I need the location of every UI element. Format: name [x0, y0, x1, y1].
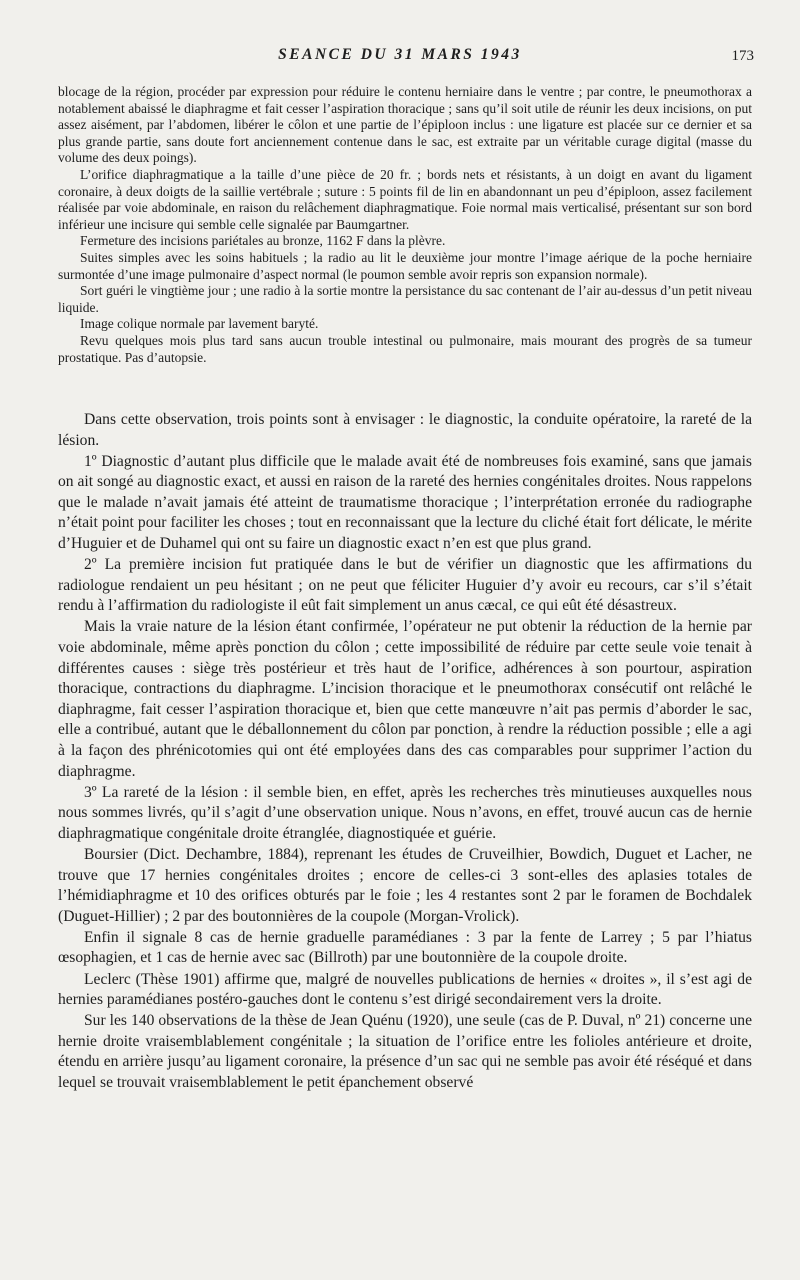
body-paragraph: Sur les 140 observations de la thèse de Jean Quénu (1920), une seule (cas de P. Duval, nº 21) concerne une hernie droite vraisemblablement congénitale ; la situation de l’orifice entre les folioles antérieure et droite, étendu en arrière jusqu’au ligament coronaire, la présence d’un sac qui ne semble pas avoir été réséqué et dans lequel se trouvait vraisemblablement le petit épanchement observé — [58, 1012, 752, 1091]
case-paragraph: blocage de la région, procéder par expression pour réduire le contenu herniaire dans le ventre ; par contre, le pneumothorax a notablement abaissé le diaphragme et fait cesser l’aspiration thoracique ; sans qu’il soit utile de réunir les deux incisions, on put assez aisément, par l’abdomen, libérer le côlon et une partie de l’épiploon inclus : une ligature est placée sur ce dernier et sa plus grande partie, sans doute fort anciennement contenue dans le sac, est extraite par un véritable curage digital (masse du volume des deux poings). — [58, 84, 752, 166]
body-paragraph: Enfin il signale 8 cas de hernie graduelle paramédianes : 3 par la fente de Larrey ; 5 par l’hiatus œsophagien, et 1 cas de hernie avec sac (Billroth) par une boutonnière de la coupole droite. — [58, 928, 752, 967]
body-paragraph: Mais la vraie nature de la lésion étant confirmée, l’opérateur ne put obtenir la réduction de la hernie par voie abdominale, même après ponction du côlon ; cette impossibilité de réduire par cette seule voie tenait à différentes causes : siège très postérieur et très haut de l’orifice, adhérences à son pourtour, aspiration thoracique, contractions du diaphragme. L’incision thoracique et le pneumothorax consécutif ont relâché le diaphragme, fait cesser l’aspiration thoracique et, bien que cette manœuvre n’ait pas permis d’aborder le sac, elle a contribué, autant que le déballonnement du côlon par ponction, à rendre la réduction possible ; elle a agi à la façon des phrénicotomies qui ont été employées dans des cas comparables pour supprimer l’action du diaphragme. — [58, 618, 752, 780]
page-header — [0, 44, 800, 74]
case-paragraph: L’orifice diaphragmatique a la taille d’une pièce de 20 fr. ; bords nets et résistants, à un doigt en avant du ligament coronaire, à deux doigts de la saillie vertébrale ; suture : 5 points fil de lin en abandonnant un peu d’épiploon, assez facilement réalisée par voie abdominale, en raison du relâchement diaphragmatique. Foie normal mais verticalisé, présentant sur son bord inférieur une incisure qui semble celle signalée par Baumgartner. — [58, 166, 752, 232]
case-paragraph: Revu quelques mois plus tard sans aucun trouble intestinal ou pulmonaire, mais mourant des progrès de sa tumeur prostatique. Pas d’autopsie. — [58, 332, 752, 365]
body-paragraph: 1º Diagnostic d’autant plus difficile que le malade avait été de nombreuses fois examiné, sans que jamais on ait songé au diagnostic exact, et aussi en raison de la rareté des hernies congénitales droites. Nous rappelons que le malade n’avait jamais été atteint de traumatisme thoracique ; l’interprétation erronée du radiographe n’était point pour faciliter les choses ; tout en reconnaissant que la lecture du cliché était fort délicate, le mérite d’Huguier et de Duhamel qui ont su faire un diagnostic exact n’en est que plus grand. — [58, 452, 752, 553]
case-paragraph: Fermeture des incisions pariétales au bronze, 1162 F dans la plèvre. — [80, 233, 446, 249]
body-paragraph: Boursier (Dict. Dechambre, 1884), reprenant les études de Cruveilhier, Bowdich, Duguet et Lacher, ne trouve que 17 hernies congénitales droites ; encore de celles-ci 3 sont-elles des aplasies totales de l’hémidiaphragme et 10 des orifices obturés par le foie ; les 4 restantes sont 2 par le foramen de Bochdalek (Duguet-Hillier) ; 2 par des boutonnières de la coupole (Morgan-Vrolick). — [58, 845, 752, 925]
body-paragraph: 2º La première incision fut pratiquée dans le but de vérifier un diagnostic que les affirmations du radiologue rendaient un peu hésitant ; on ne peut que féliciter Huguier d’y avoir eu recours, car s’il s’était rendu à l’affirmation du radiologiste il eût fait simplement un anus cæcal, ce qui eût été désastreux. — [58, 556, 752, 615]
case-paragraph: Image colique normale par lavement baryté. — [80, 316, 319, 332]
body-paragraph: Dans cette observation, trois points sont à envisager : le diagnostic, la conduite opératoire, la rareté de la lésion. — [58, 411, 752, 449]
case-report-section — [58, 84, 752, 366]
case-paragraph: Suites simples avec les soins habituels ; la radio au lit le deuxième jour montre l’image aérique de la poche herniaire surmontée d’une image pulmonaire d’aspect normal (le poumon semble avoir repris son expansion normale). — [58, 249, 752, 282]
body-paragraph: Leclerc (Thèse 1901) affirme que, malgré de nouvelles publications de hernies « droites », il s’est agi de hernies paramédianes postéro-gauches dont le contenu s’est dirigé secondairement vers la droite. — [58, 970, 752, 1009]
page-number: 173 — [731, 48, 754, 64]
body-paragraph: 3º La rareté de la lésion : il semble bien, en effet, après les recherches très minutieuses auxquelles nous nous sommes livrés, qu’il s’agit d’une observation unique. Nous n’avons, en effet, trouvé aucun cas de hernie diaphragmatique congénitale droite étranglée, diagnostiquée et guérie. — [58, 783, 752, 842]
case-paragraph: Sort guéri le vingtième jour ; une radio à la sortie montre la persistance du sac contenant de l’air au-dessus d’un petit niveau liquide. — [58, 283, 752, 315]
discussion-section — [58, 410, 752, 1094]
running-title: SEANCE DU 31 MARS 1943 — [278, 46, 522, 63]
